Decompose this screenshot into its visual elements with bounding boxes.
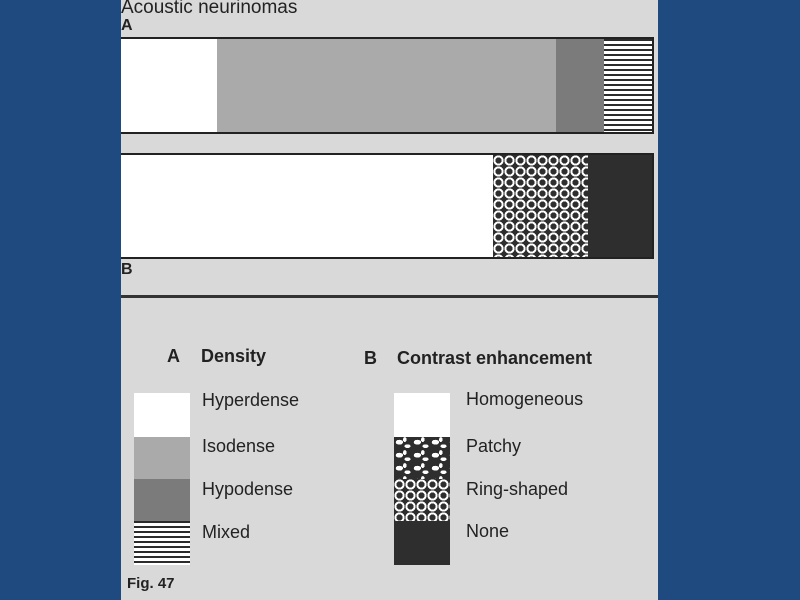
- legend-ring-shaped-label: Ring-shaped: [466, 479, 569, 499]
- hypodense-swatch: [134, 479, 190, 521]
- legend-homogeneous-label: Homogeneous: [466, 389, 584, 409]
- legend-mixed-label: Mixed: [202, 522, 251, 542]
- bar-a-label: A: [121, 17, 133, 34]
- bar-segment-isodense: [217, 39, 557, 132]
- bar-segment-mixed: [604, 39, 652, 132]
- none-swatch: [394, 521, 450, 565]
- bar-b-label: B: [121, 261, 133, 278]
- ring-shaped-swatch: [394, 479, 450, 521]
- legend-isodense-label: Isodense: [202, 436, 276, 456]
- bar-segment-hypodense: [556, 39, 604, 132]
- bar-segment-none: [588, 155, 652, 257]
- bar-segment-homogeneous: [121, 155, 493, 257]
- hyperdense-swatch: [134, 393, 190, 437]
- legend-hyperdense-label: Hyperdense: [202, 390, 300, 410]
- divider-line: [121, 295, 658, 298]
- legend-patchy-label: Patchy: [466, 436, 522, 456]
- legend-b-letter: B: [364, 348, 377, 368]
- legend-none-label: None: [466, 521, 510, 541]
- legend-hypodense-label: Hypodense: [202, 479, 294, 499]
- homogeneous-swatch: [394, 393, 450, 437]
- patchy-swatch: [394, 437, 450, 479]
- legend-a-title: Density: [201, 346, 267, 366]
- isodense-swatch: [134, 437, 190, 479]
- legend-b-title: Contrast enhancement: [397, 348, 593, 368]
- mixed-swatch: [134, 521, 190, 565]
- bar-segment-ring-shaped: [493, 155, 589, 257]
- contrast-enhancement-bar: [121, 153, 654, 259]
- density-bar: [121, 37, 654, 134]
- legend-a-letter: A: [167, 346, 180, 366]
- figure-title: Acoustic neurinomas: [121, 0, 298, 18]
- bar-segment-hyperdense: [121, 39, 217, 132]
- figure-number: Fig. 47: [127, 575, 175, 592]
- figure-panel: [121, 0, 658, 600]
